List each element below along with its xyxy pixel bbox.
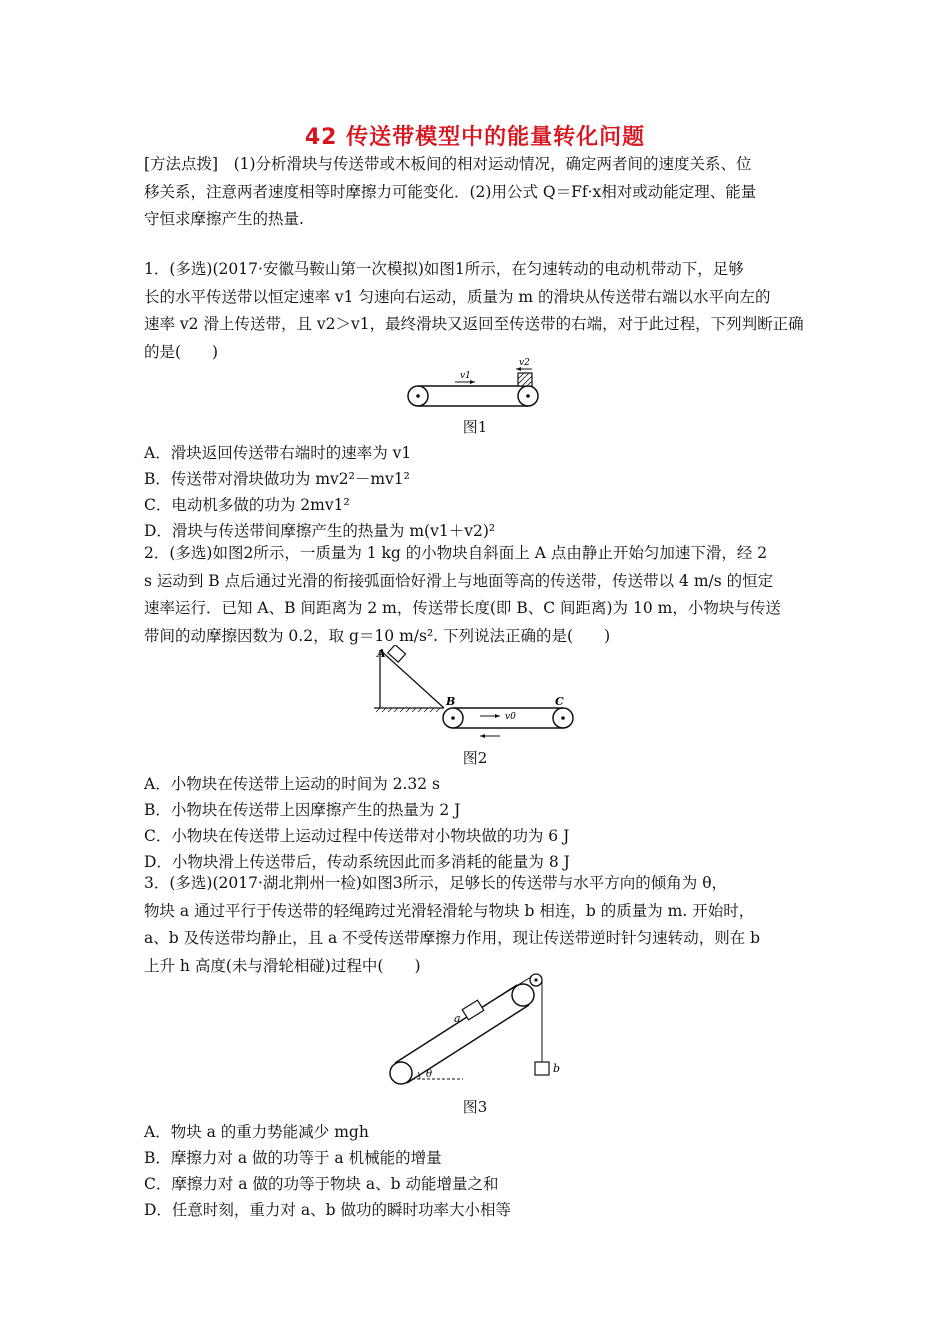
label-v0: v0 xyxy=(505,712,516,722)
question-line: a、b 及传送带均静止，且 a 不受传送带摩擦力作用，现让传送带逆时针匀速转动，则在 b xyxy=(144,929,761,947)
option-a: A．小物块在传送带上运动的时间为 2.32 s xyxy=(144,775,441,793)
slider-block xyxy=(518,373,532,386)
label-A: A xyxy=(377,647,386,660)
option-b: B．传送带对滑块做功为 mv2²－mv1² xyxy=(144,470,410,488)
option-b: B．摩擦力对 a 做的功等于 a 机械能的增量 xyxy=(144,1149,442,1167)
figure-2-incline-conveyor xyxy=(372,645,577,740)
question-line: 长的水平传送带以恒定速率 v1 匀速向右运动，质量为 m 的滑块从传送带右端以水平向左的 xyxy=(144,287,771,306)
question-3 xyxy=(144,870,810,980)
block-b xyxy=(535,1062,549,1075)
question-line: 速率运行．已知 A、B 间距离为 2 m，传送带长度(即 B、C 间距离)为 10 m，小物块与传送 xyxy=(144,599,781,617)
question-line: 的是( ) xyxy=(144,342,219,361)
label-C: C xyxy=(555,695,564,708)
label-theta: θ xyxy=(426,1069,433,1080)
question-line: 带间的动摩擦因数为 0.2，取 g＝10 m/s². 下列说法正确的是( ) xyxy=(144,626,611,645)
option-c: C．小物块在传送带上运动过程中传送带对小物块做的功为 6 J xyxy=(144,827,570,845)
option-c: C．摩擦力对 a 做的功等于物块 a、b 动能增量之和 xyxy=(144,1175,499,1193)
figure-3-caption: 图3 xyxy=(462,1098,488,1116)
figure-2-caption: 图2 xyxy=(462,749,488,767)
option-a: A．滑块返回传送带右端时的速率为 v1 xyxy=(144,444,412,462)
question-line: 2．(多选)如图2所示，一质量为 1 kg 的小物块自斜面上 A 点由静止开始匀加速下滑，经 2 xyxy=(144,544,768,562)
method-line: 移关系，注意两者速度相等时摩擦力可能变化．(2)用公式 Q＝Ff·x相对或动能定理、能量 xyxy=(144,182,757,201)
label-b: b xyxy=(553,1062,561,1075)
question-line: 3．(多选)(2017·湖北荆州一检)如图3所示，足够长的传送带与水平方向的倾角为 θ， xyxy=(144,874,728,892)
option-d: D．小物块滑上传送带后，传动系统因此而多消耗的能量为 8 J xyxy=(144,853,570,871)
option-a: A．物块 a 的重力势能减少 mgh xyxy=(144,1123,369,1141)
q1-options xyxy=(144,440,810,544)
label-a: a xyxy=(454,1012,461,1025)
method-line: 守恒求摩擦产生的热量. xyxy=(144,210,304,228)
figure-1-conveyor xyxy=(405,356,545,410)
question-line: 物块 a 通过平行于传送带的轻绳跨过光滑轻滑轮与物块 b 相连，b 的质量为 m. 开始时， xyxy=(144,901,755,920)
figure-1-caption: 图1 xyxy=(462,418,488,436)
option-d: D．任意时刻，重力对 a、b 做功的瞬时功率大小相等 xyxy=(144,1201,511,1219)
option-d: D．滑块与传送带间摩擦产生的热量为 m(v1＋v2)² xyxy=(144,522,496,540)
question-line: 1．(多选)(2017·安徽马鞍山第一次模拟)如图1所示，在匀速转动的电动机带动下，足够 xyxy=(144,260,744,278)
label-B: B xyxy=(446,695,456,708)
q3-options xyxy=(144,1119,810,1223)
question-2 xyxy=(144,540,810,650)
figure-3-inclined-conveyor xyxy=(388,972,568,1090)
page-title: 42 传送带模型中的能量转化问题 xyxy=(304,125,646,150)
label-v1: v1 xyxy=(460,371,471,381)
block-a xyxy=(462,1000,484,1020)
question-line: s 运动到 B 点后通过光滑的衔接弧面恰好滑上与地面等高的传送带，传送带以 4 m/s 的恒定 xyxy=(144,571,774,590)
option-b: B．小物块在传送带上因摩擦产生的热量为 2 J xyxy=(144,801,461,819)
question-line: 上升 h 高度(未与滑轮相碰)过程中( ) xyxy=(144,956,421,975)
question-line: 速率 v2 滑上传送带，且 v2＞v1，最终滑块又返回至传送带的右端，对于此过程，下列判断正确 xyxy=(144,315,804,333)
question-1 xyxy=(144,256,810,366)
label-v2: v2 xyxy=(519,358,530,368)
method-line: [方法点拨] (1)分析滑块与传送带或木板间的相对运动情况，确定两者间的速度关系、位 xyxy=(144,155,752,173)
method-tips xyxy=(144,151,810,234)
option-c: C．电动机多做的功为 2mv1² xyxy=(144,496,350,514)
q2-options xyxy=(144,771,810,875)
